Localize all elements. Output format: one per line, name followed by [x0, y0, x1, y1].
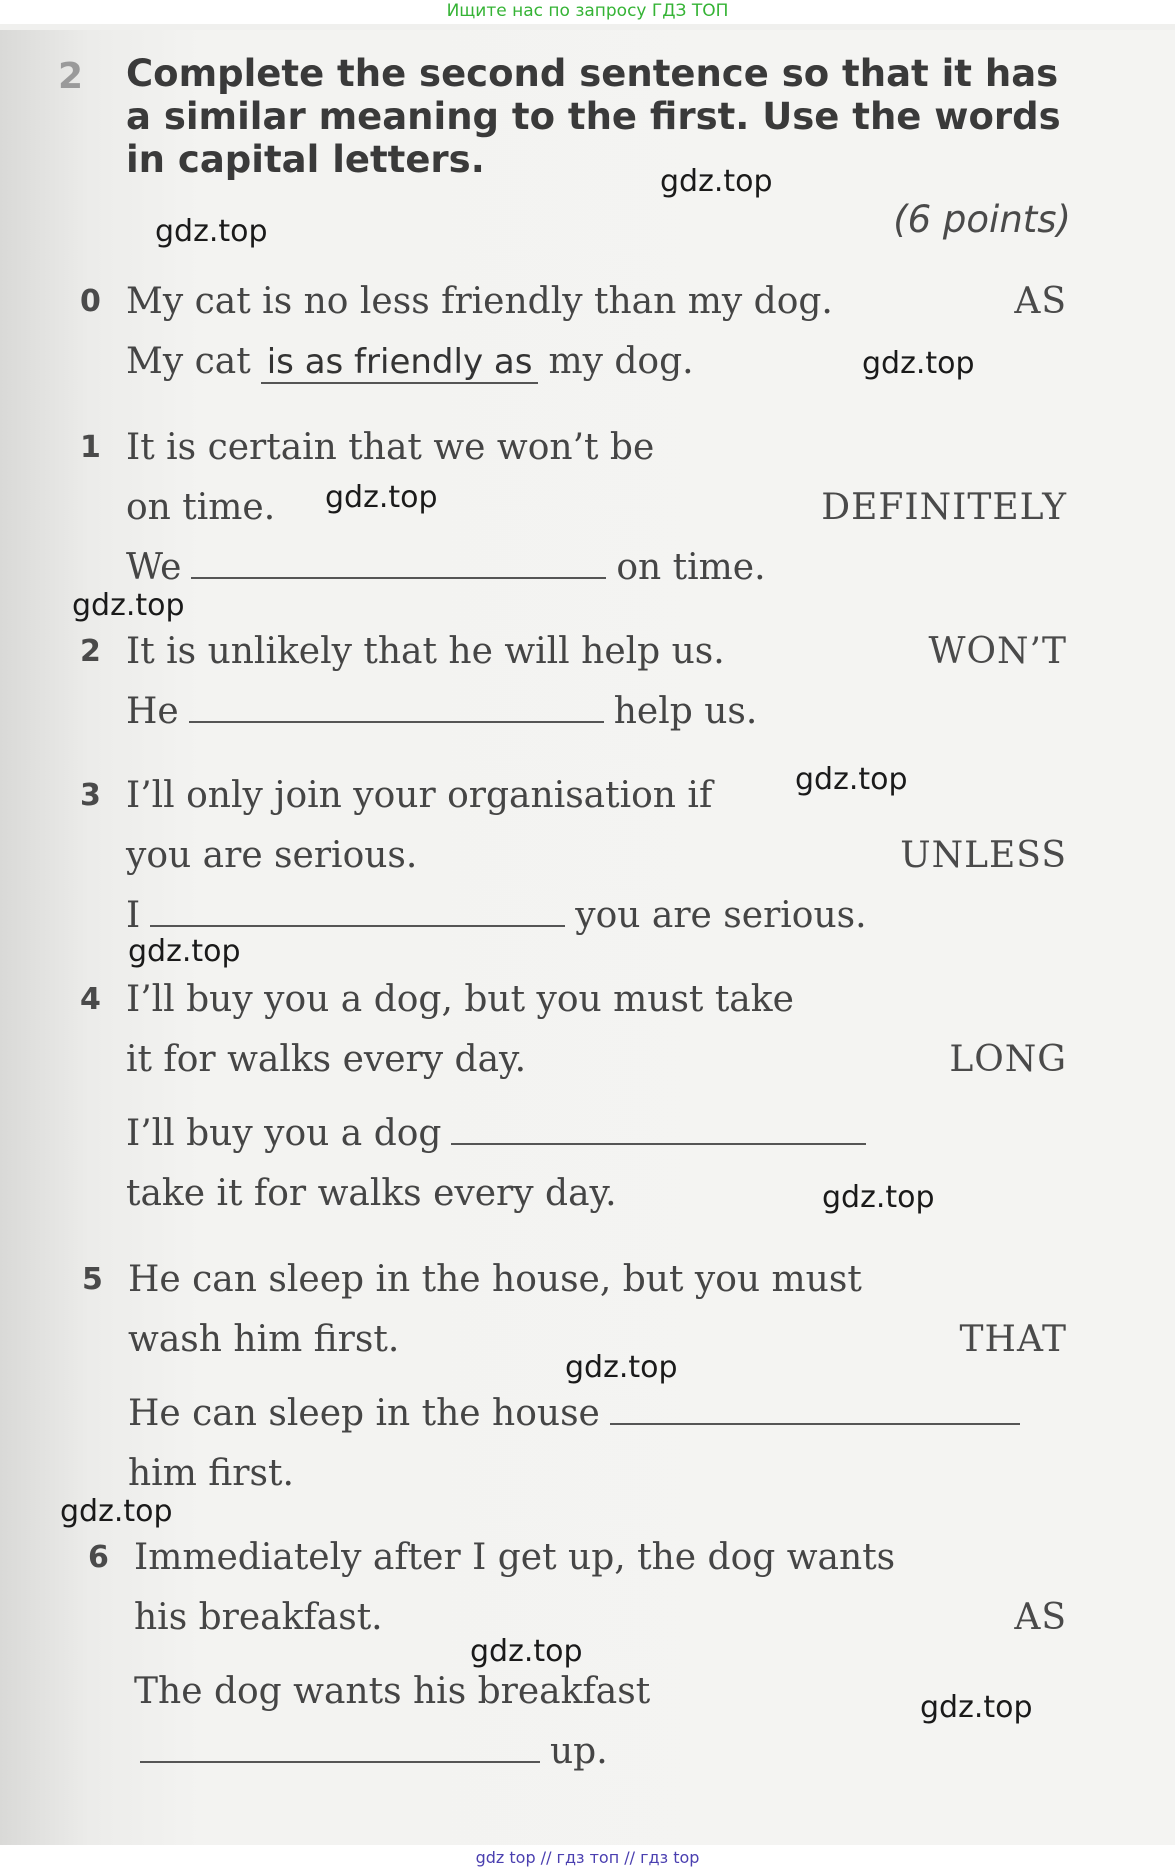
item-keyword: DEFINITELY	[821, 487, 1067, 528]
line-end: up.	[550, 1731, 608, 1772]
item-answer-line	[126, 340, 694, 384]
item-answer-line	[126, 546, 766, 590]
line-start: I	[126, 895, 141, 936]
item-keyword: THAT	[959, 1319, 1067, 1360]
item-keyword: WON’T	[928, 631, 1067, 672]
watermark: gdz.top	[155, 214, 268, 249]
line-end: my dog.	[548, 341, 694, 382]
watermark: gdz.top	[470, 1634, 583, 1669]
item-keyword: LONG	[949, 1039, 1067, 1080]
item-answer-line-end: take it for walks every day.	[126, 1173, 617, 1214]
item-number: 1	[80, 430, 101, 465]
exercise-instruction: Complete the second sentence so that it has a similar meaning to the first. Use the words in capital letters.	[126, 52, 1061, 181]
item-sentence: My cat is no less friendly than my dog.	[126, 281, 833, 322]
item-sentence-cont: it for walks every day.	[126, 1039, 527, 1080]
watermark: gdz.top	[565, 1350, 678, 1385]
item-sentence: I’ll buy you a dog, but you must take	[126, 979, 794, 1020]
answer-blank[interactable]	[451, 1113, 866, 1145]
item-sentence-cont: on time.	[126, 487, 276, 528]
item-answer-line: The dog wants his breakfast	[134, 1671, 651, 1712]
item-sentence: He can sleep in the house, but you must	[128, 1259, 862, 1300]
top-banner: Ищите нас по запросу ГДЗ ТОП	[0, 0, 1175, 24]
item-number: 4	[80, 982, 101, 1017]
answer-field[interactable]: is as friendly as	[261, 342, 539, 384]
watermark: gdz.top	[325, 480, 438, 515]
watermark: gdz.top	[822, 1180, 935, 1215]
watermark: gdz.top	[795, 762, 908, 797]
answer-blank[interactable]	[150, 895, 565, 927]
item-answer-line	[126, 894, 867, 938]
item-number: 3	[80, 778, 101, 813]
answer-blank[interactable]	[610, 1393, 1020, 1425]
item-number: 6	[88, 1540, 109, 1575]
item-keyword: AS	[1014, 1597, 1067, 1638]
item-answer-line	[126, 690, 757, 734]
line-start: I’ll buy you a dog	[126, 1113, 442, 1154]
line-start: We	[126, 547, 182, 588]
item-answer-line	[128, 1392, 1030, 1436]
line-end: on time.	[616, 547, 766, 588]
item-sentence-cont: you are serious.	[126, 835, 418, 876]
answer-blank[interactable]	[140, 1731, 540, 1763]
watermark: gdz.top	[128, 934, 241, 969]
answer-blank[interactable]	[191, 547, 606, 579]
item-sentence: It is certain that we won’t be	[126, 427, 655, 468]
line-end: help us.	[613, 691, 758, 732]
item-keyword: AS	[1014, 281, 1067, 322]
watermark: gdz.top	[60, 1494, 173, 1529]
line-start: My cat	[126, 341, 251, 382]
item-keyword: UNLESS	[900, 835, 1067, 876]
watermark: gdz.top	[660, 164, 773, 199]
exercise-points: (6 points)	[893, 198, 1071, 241]
item-number: 2	[80, 634, 101, 669]
item-sentence-cont: his breakfast.	[134, 1597, 383, 1638]
item-answer-line-end	[134, 1730, 608, 1774]
line-end: you are serious.	[575, 895, 867, 936]
item-number: 5	[82, 1262, 103, 1297]
watermark: gdz.top	[72, 588, 185, 623]
item-sentence: I’ll only join your organisation if	[126, 775, 713, 816]
item-sentence: It is unlikely that he will help us.	[126, 631, 725, 672]
item-answer-line	[126, 1112, 876, 1156]
answer-blank[interactable]	[189, 691, 604, 723]
watermark: gdz.top	[920, 1690, 1033, 1725]
item-sentence-cont: wash him first.	[128, 1319, 400, 1360]
watermark: gdz.top	[862, 346, 975, 381]
item-sentence: Immediately after I get up, the dog wants	[134, 1537, 896, 1578]
bottom-banner: gdz top // гдз топ // гдз top	[0, 1845, 1175, 1871]
line-start: He can sleep in the house	[128, 1393, 600, 1434]
exercise-number: 2	[58, 56, 84, 97]
line-start: He	[126, 691, 179, 732]
item-number: 0	[80, 284, 101, 319]
item-answer-line-end: him first.	[128, 1453, 294, 1494]
